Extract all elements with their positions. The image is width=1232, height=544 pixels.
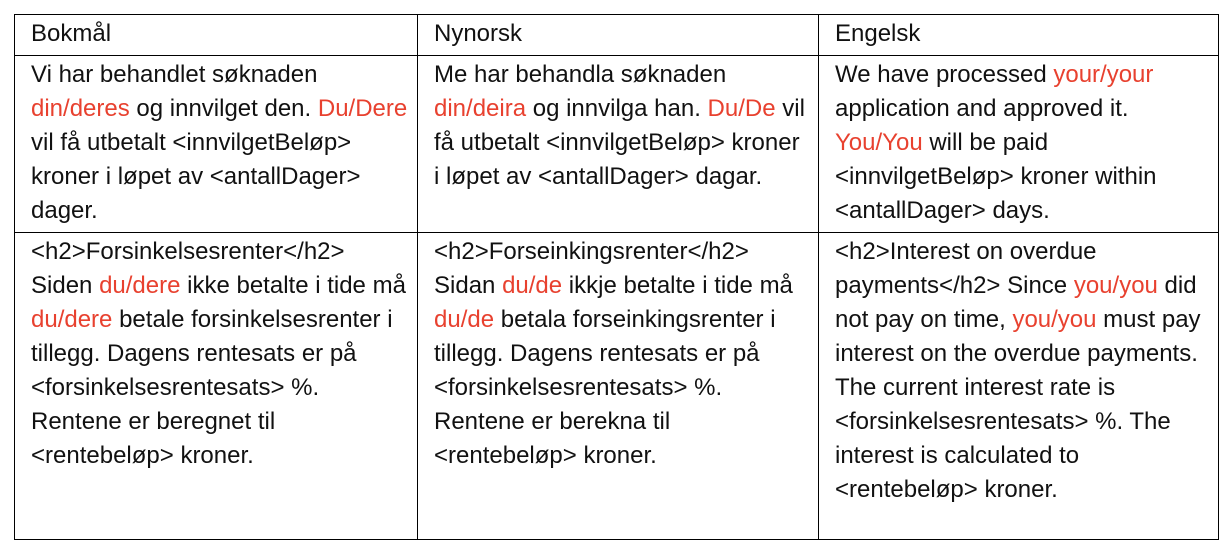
pronoun-highlight: du/dere: [31, 306, 113, 333]
cell-text: Vi har behandlet søknaden: [31, 61, 318, 88]
cell-text: <h2>Forsinkelsesrenter</h2> Siden: [31, 238, 345, 299]
cell-text: must pay interest on the overdue payments. The current interest rate is <forsinkelsesrentesats> %. The interest is calculated to <rentebeløp> kroner.: [835, 306, 1201, 503]
cell-approval-bokmal: [15, 56, 418, 233]
header-row: [15, 15, 1219, 56]
pronoun-highlight: your/your: [1053, 61, 1154, 88]
pronoun-highlight: du/de: [502, 272, 563, 299]
table-row: [15, 56, 1219, 233]
header-nynorsk: Nynorsk: [418, 15, 819, 56]
cell-text: betale forsinkelsesrenter i tillegg. Dagens rentesats er på <forsinkelsesrentesats> %. Rentene er beregnet til <rentebeløp> kroner.: [31, 306, 393, 469]
cell-text: ikkje betalte i tide må: [562, 272, 793, 299]
cell-text: will be paid <innvilgetBeløp> kroner within <antallDager> days.: [835, 129, 1157, 224]
pronoun-highlight: you/you: [1012, 306, 1097, 333]
translation-table: [14, 14, 1219, 540]
cell-interest-engelsk: [819, 233, 1219, 540]
header-bokmal: Bokmål: [15, 15, 418, 56]
pronoun-highlight: din/deira: [434, 95, 527, 122]
cell-text: og innvilga han.: [526, 95, 708, 122]
pronoun-highlight: You/You: [835, 129, 923, 156]
cell-text: We have processed: [835, 61, 1054, 88]
cell-text: betala forseinkingsrenter i tillegg. Dagens rentesats er på <forsinkelsesrentesats> %. Rentene er berekna til <rentebeløp> kroner.: [434, 306, 776, 469]
pronoun-highlight: Du/Dere: [317, 95, 408, 122]
cell-text: og innvilget den.: [129, 95, 318, 122]
cell-interest-nynorsk: [418, 233, 819, 540]
pronoun-highlight: Du/De: [707, 95, 776, 122]
table-row: [15, 233, 1219, 540]
pronoun-highlight: you/you: [1073, 272, 1158, 299]
cell-approval-engelsk: [819, 56, 1219, 233]
cell-text: Me har behandla søknaden: [434, 61, 727, 88]
cell-approval-nynorsk: [418, 56, 819, 233]
pronoun-highlight: du/dere: [99, 272, 181, 299]
cell-interest-bokmal: [15, 233, 418, 540]
cell-text: vil få utbetalt <innvilgetBeløp> kroner i løpet av <antallDager> dager.: [31, 129, 361, 224]
cell-text: <h2>Interest on overdue payments</h2> Since: [835, 238, 1097, 299]
cell-text: <h2>Forseinkingsrenter</h2> Sidan: [434, 238, 749, 299]
cell-text: did not pay on time,: [835, 272, 1197, 333]
cell-text: ikke betalte i tide må: [180, 272, 406, 299]
cell-text: application and approved it.: [835, 95, 1129, 122]
cell-text: vil få utbetalt <innvilgetBeløp> kroner i løpet av <antallDager> dagar.: [434, 95, 805, 190]
header-engelsk: Engelsk: [819, 15, 1219, 56]
pronoun-highlight: din/deres: [31, 95, 130, 122]
pronoun-highlight: du/de: [434, 306, 495, 333]
